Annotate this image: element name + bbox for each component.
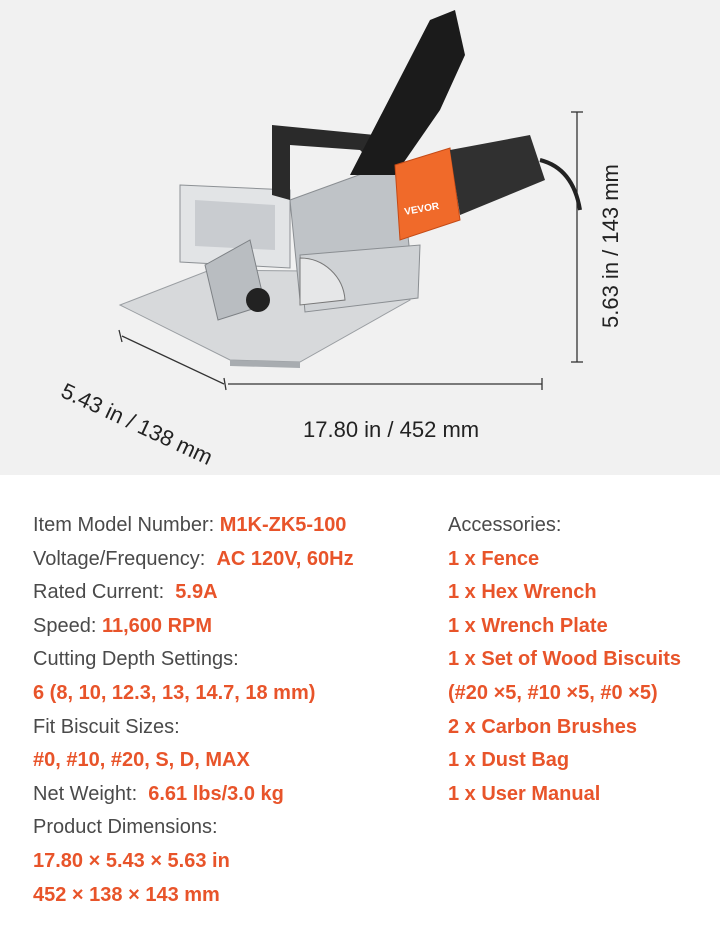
accessory-item: 1 x Wrench Plate [448, 614, 608, 637]
spec-value: AC 120V, 60Hz [216, 547, 354, 570]
specs-card [0, 475, 720, 951]
spec-value: 5.9A [175, 581, 218, 604]
spec-value: 11,600 RPM [101, 614, 213, 637]
rear-grip [450, 135, 545, 215]
height-dimension: 5.63 in / 143 mm [598, 164, 623, 328]
spec-label: Item Model Number: [33, 514, 215, 536]
spec-row-model [33, 509, 433, 543]
accessories-title: Accessories: [448, 514, 562, 536]
spec-row-dims-in [33, 845, 433, 879]
accessory-item: 1 x Hex Wrench [448, 581, 597, 604]
spec-label: Net Weight: [33, 782, 138, 805]
accessory-item: 1 x Fence [448, 547, 540, 570]
power-cord [540, 160, 580, 210]
accessory-item: 1 x Dust Bag [448, 749, 570, 772]
accessories-list [448, 509, 708, 811]
orange-body [395, 148, 460, 240]
accessory-item: 2 x Carbon Brushes [448, 715, 637, 738]
vevor-logo: VEVOR [403, 201, 441, 218]
spec-row-depth-value [33, 677, 433, 711]
spec-row-voltage [33, 543, 433, 577]
spec-row-weight [33, 778, 433, 812]
spec-row-dims-mm [33, 879, 433, 913]
spec-row-dims-label [33, 811, 433, 845]
spec-label: Rated Current: [33, 581, 165, 604]
spec-label: Product Dimensions: [33, 816, 218, 839]
spec-value: 17.80 × 5.43 × 5.63 in [33, 849, 230, 872]
accessory-item: 1 x User Manual [448, 782, 601, 805]
product-hero [0, 0, 720, 475]
spec-value: 452 × 138 × 143 mm [33, 883, 220, 906]
spec-value: M1K-ZK5-100 [219, 514, 347, 536]
accessory-item: (#20 ×5, #10 ×5, #0 ×5) [448, 681, 658, 704]
spec-row-depth-label [33, 643, 433, 677]
spec-value: 6 (8, 10, 12.3, 13, 14.7, 18 mm) [33, 681, 316, 704]
spec-row-speed [33, 610, 433, 644]
spec-label: Fit Biscuit Sizes: [33, 715, 180, 738]
spec-value: #0, #10, #20, S, D, MAX [33, 749, 250, 772]
spec-label: Cutting Depth Settings: [33, 648, 239, 671]
depth-dimension: 5.43 in / 138 mm [57, 378, 217, 470]
fence-knob [246, 288, 270, 312]
spec-label: Voltage/Frequency: [33, 547, 206, 570]
spec-row-biscuit-value [33, 744, 433, 778]
spec-row-biscuit-label [33, 711, 433, 745]
spec-label: Speed: [33, 614, 97, 637]
accessory-item: 1 x Set of Wood Biscuits [448, 648, 681, 671]
spec-list [33, 509, 433, 912]
spec-row-current [33, 576, 433, 610]
spec-value: 6.61 lbs/3.0 kg [148, 782, 284, 805]
length-dimension: 17.80 in / 452 mm [303, 417, 480, 442]
